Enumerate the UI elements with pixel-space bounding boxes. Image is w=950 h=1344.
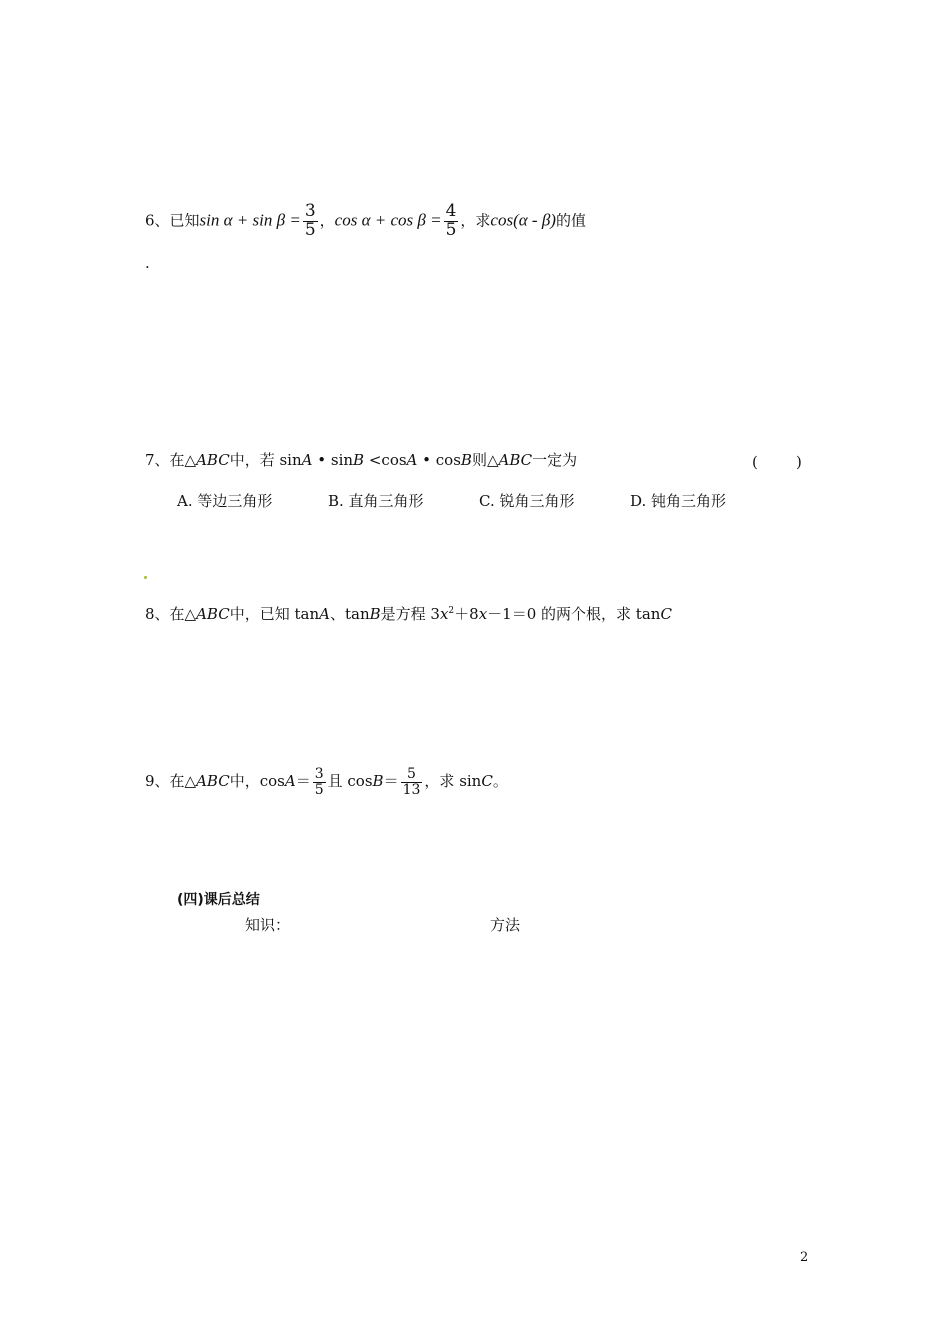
question-6: 6、已知sin α + sin β = $\frac{3}{5}$ ，cos α + cos β = $\frac{4}{5}$ ，求cos(α - β)的值 bbox=[145, 201, 586, 240]
summary-method-label: 方法 bbox=[490, 916, 521, 934]
q7-option-b: B. 直角三角形 bbox=[328, 492, 424, 510]
question-7: 7、在△ABC中，若 sinA • sinB <cosA • cosB则△ABC一定为 bbox=[145, 451, 578, 469]
q7-answer-bracket: ( ) bbox=[752, 453, 802, 471]
q6-expr3: cos(α - β) bbox=[490, 210, 556, 230]
summary-heading: (四)课后总结 bbox=[177, 892, 260, 908]
q6-trailing-period: . bbox=[145, 254, 150, 272]
q6-expr1: sin α + sin β = bbox=[199, 210, 301, 230]
q9-fraction-1: $\frac{3}{5}$ bbox=[314, 766, 324, 798]
q7-option-c: C. 锐角三角形 bbox=[479, 492, 575, 510]
page-number: 2 bbox=[800, 1250, 809, 1265]
q6-fraction-1: $\frac{3}{5}$ bbox=[304, 201, 316, 240]
q7-option-d: D. 钝角三角形 bbox=[630, 492, 727, 510]
q6-fraction-2: $\frac{4}{5}$ bbox=[445, 201, 457, 240]
marker-dot bbox=[144, 576, 147, 579]
summary-knowledge-label: 知识： bbox=[245, 916, 291, 934]
q9-fraction-2: $\frac{5}{13}$ bbox=[402, 766, 421, 798]
q6-number: 6、已知 bbox=[145, 211, 200, 230]
question-9: 9、在△ABC中，cosA＝ $\frac{3}{5}$ 且 cosB＝ $\frac{5}{13}$ ，求 sinC。 bbox=[145, 766, 508, 798]
q7-option-a: A. 等边三角形 bbox=[177, 492, 273, 510]
q6-expr2: cos α + cos β = bbox=[334, 210, 442, 230]
question-8: 8、在△ABC中，已知 tanA、tanB是方程 $3x^2+8x-1=0$ 的两个根，求 tanC bbox=[145, 605, 672, 623]
